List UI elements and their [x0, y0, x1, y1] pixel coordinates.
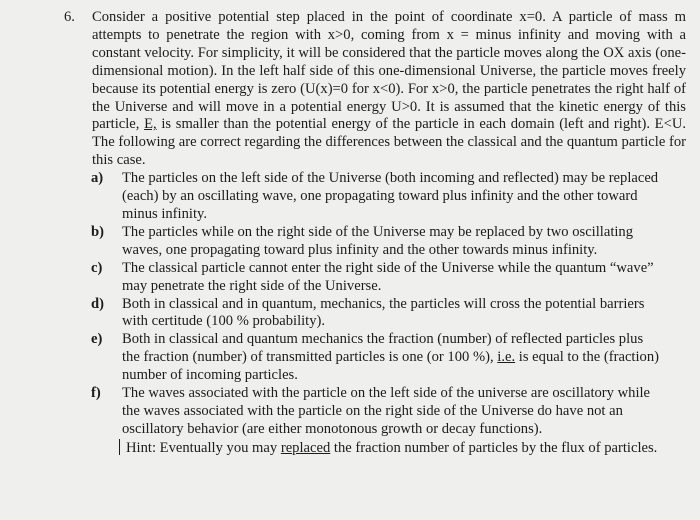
option-letter: e) — [91, 331, 103, 348]
option-letter: b) — [91, 223, 104, 240]
hint-replaced-word: replaced — [280, 439, 331, 456]
answer-options — [62, 170, 686, 439]
option-text: The waves associated with the particle on the left side of the universe are oscillatory while the waves associated with the particle on the right side of the Universe do have not an oscillatory behavior (are either monotonous growth or decay functions). — [122, 385, 651, 437]
option-text: The classical particle cannot enter the right side of the Universe while the quantum “wave” may penetrate the right side of the Universe. — [122, 259, 654, 294]
option-e-text-after: is equal to the (fraction) number of incoming particles. — [122, 349, 659, 384]
question-intro — [92, 9, 686, 170]
text-cursor-icon — [119, 439, 120, 455]
option-letter: f) — [91, 385, 101, 402]
question-number: 6. — [64, 9, 75, 25]
intro-tail-text: is smaller than the potential energy of the particle in each domain (left and right). E<U. The following are correct regarding the differences between the classical and the quantum particle for this case. — [92, 116, 687, 169]
hint-text — [125, 439, 686, 458]
option-f[interactable] — [91, 385, 686, 439]
option-letter: a) — [91, 170, 104, 187]
option-a[interactable] — [91, 170, 686, 224]
hint-after: the fraction number of particles by the flux of particles. — [333, 439, 658, 456]
option-letter: d) — [91, 295, 104, 312]
option-text: The particles on the left side of the Universe (both incoming and reflected) may be replaced (each) by an oscillating wave, one propagating toward plus infinity and the other toward minus infinity. — [122, 170, 659, 222]
option-text — [122, 331, 664, 385]
hint-before: Hint: Eventually you may — [126, 439, 278, 456]
option-letter: c) — [91, 259, 103, 276]
option-e[interactable] — [91, 331, 686, 385]
energy-symbol: E, — [144, 116, 157, 133]
option-d[interactable] — [91, 295, 686, 332]
ie-abbreviation: i.e. — [497, 349, 516, 366]
option-e-text-before: Both in classical and quantum mechanics the fraction (number) of reflected particles plus the fraction (number) of transmitted particles is one (or 100 %), — [122, 331, 644, 366]
option-c[interactable] — [91, 259, 686, 296]
option-text: Both in classical and in quantum, mechanics, the particles will cross the potential barriers with certitude (100 % probability). — [122, 295, 645, 330]
option-text: The particles while on the right side of the Universe may be replaced by two oscillating waves, one propagating toward plus infinity and the other towards minus infinity. — [122, 223, 634, 258]
option-b[interactable] — [91, 223, 686, 260]
intro-text: Consider a positive potential step placed in the point of coordinate x=0. A particle of mass m attempts to penetrate the region with x>0, coming from x = minus infinity and moving with a constant velocity. For simplicity, it will be considered that the particle moves along the OX axis (one-dimensional motion). In the left half side of this one-dimensional Universe, the particle moves freely because its potential energy is zero (U(x)=0 for x<0). For x>0, the particle penetrates the right half of the Universe and will move in a potential energy U>0. It is assumed that the kinetic energy of this particle, — [92, 9, 686, 133]
